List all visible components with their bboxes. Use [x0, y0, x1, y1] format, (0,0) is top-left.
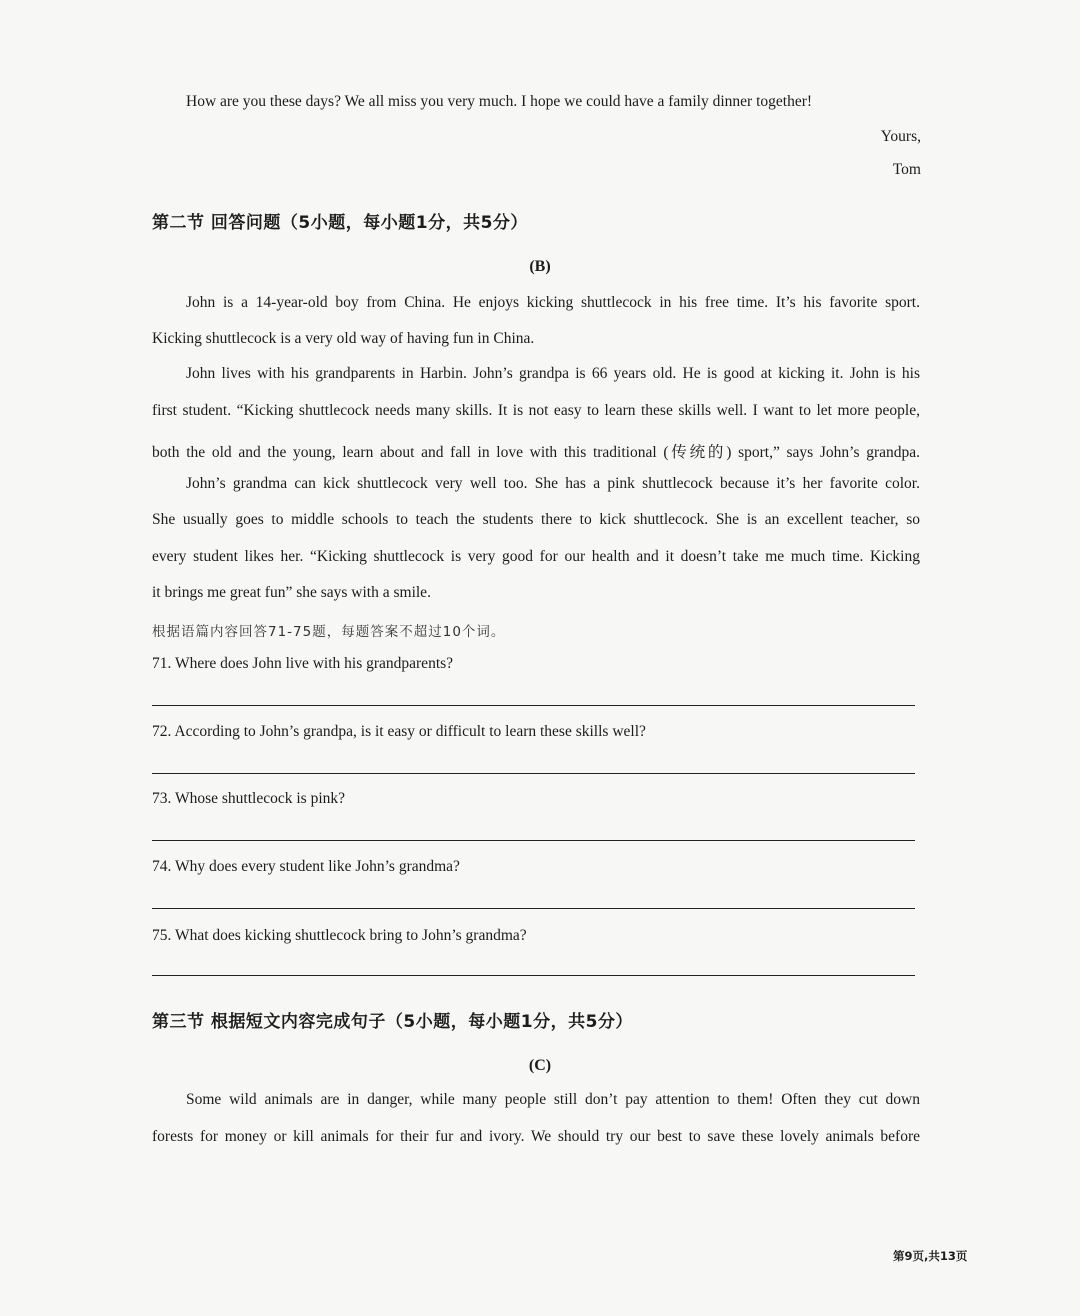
passage-b-p2-line1: John lives with his grandparents in Harbin. John’s grandpa is 66 years old. He is good at kicking it. John is his: [186, 365, 920, 382]
passage-b-p3-line2: She usually goes to middle schools to teach the students there to kick shuttlecock. She is an excellent teacher, so: [152, 511, 920, 528]
passage-b-p3-line3: every student likes her. “Kicking shuttlecock is very good for our health and it doesn’t take me much time. Kicking: [152, 548, 920, 565]
answer-line-75[interactable]: [152, 975, 915, 976]
question-71: 71. Where does John live with his grandparents?: [152, 655, 454, 672]
passage-b-p2-line3: both the old and the young, learn about and fall in love with this traditional (传统的) sport,” says John’s grandpa.: [152, 444, 920, 461]
letter-line: How are you these days? We all miss you very much. I hope we could have a family dinner together!: [186, 93, 813, 110]
answer-instruction: 根据语篇内容回答71-75题，每题答案不超过10个词。: [152, 624, 506, 640]
page-number: 第9页,共13页: [893, 1249, 968, 1263]
passage-c-line1: Some wild animals are in danger, while many people still don’t pay attention to them! Often they cut down: [186, 1091, 920, 1108]
letter-closing: Yours,: [880, 128, 921, 145]
question-72: 72. According to John’s grandpa, is it easy or difficult to learn these skills well?: [152, 723, 646, 740]
passage-b-p3-line1: John’s grandma can kick shuttlecock very well too. She has a pink shuttlecock because it’s her favorite color.: [186, 475, 920, 492]
answer-line-73[interactable]: [152, 840, 915, 841]
question-75: 75. What does kicking shuttlecock bring to John’s grandma?: [152, 927, 527, 944]
answer-line-72[interactable]: [152, 773, 915, 774]
section3-heading: 第三节 根据短文内容完成句子（5小题，每小题1分，共5分）: [152, 1012, 633, 1032]
letter-signature: Tom: [892, 161, 921, 178]
passage-b-label: (B): [529, 258, 551, 275]
question-74: 74. Why does every student like John’s grandma?: [152, 858, 460, 875]
passage-c-line2: forests for money or kill animals for their fur and ivory. We should try our best to save these lovely animals before: [152, 1128, 920, 1145]
passage-c-label: (C): [528, 1057, 552, 1074]
question-73: 73. Whose shuttlecock is pink?: [152, 790, 346, 807]
answer-line-71[interactable]: [152, 705, 915, 706]
passage-b-p2-line2: first student. “Kicking shuttlecock needs many skills. It is not easy to learn these skills well. I want to let more people,: [152, 402, 920, 419]
passage-b-p1-line2: Kicking shuttlecock is a very old way of having fun in China.: [152, 330, 535, 347]
answer-line-74[interactable]: [152, 908, 915, 909]
passage-b-p3-line4: it brings me great fun” she says with a smile.: [152, 584, 431, 601]
passage-b-p1-line1: John is a 14-year-old boy from China. He enjoys kicking shuttlecock in his free time. It’s his favorite sport.: [186, 294, 920, 311]
section2-heading: 第二节 回答问题（5小题，每小题1分，共5分）: [152, 213, 528, 233]
